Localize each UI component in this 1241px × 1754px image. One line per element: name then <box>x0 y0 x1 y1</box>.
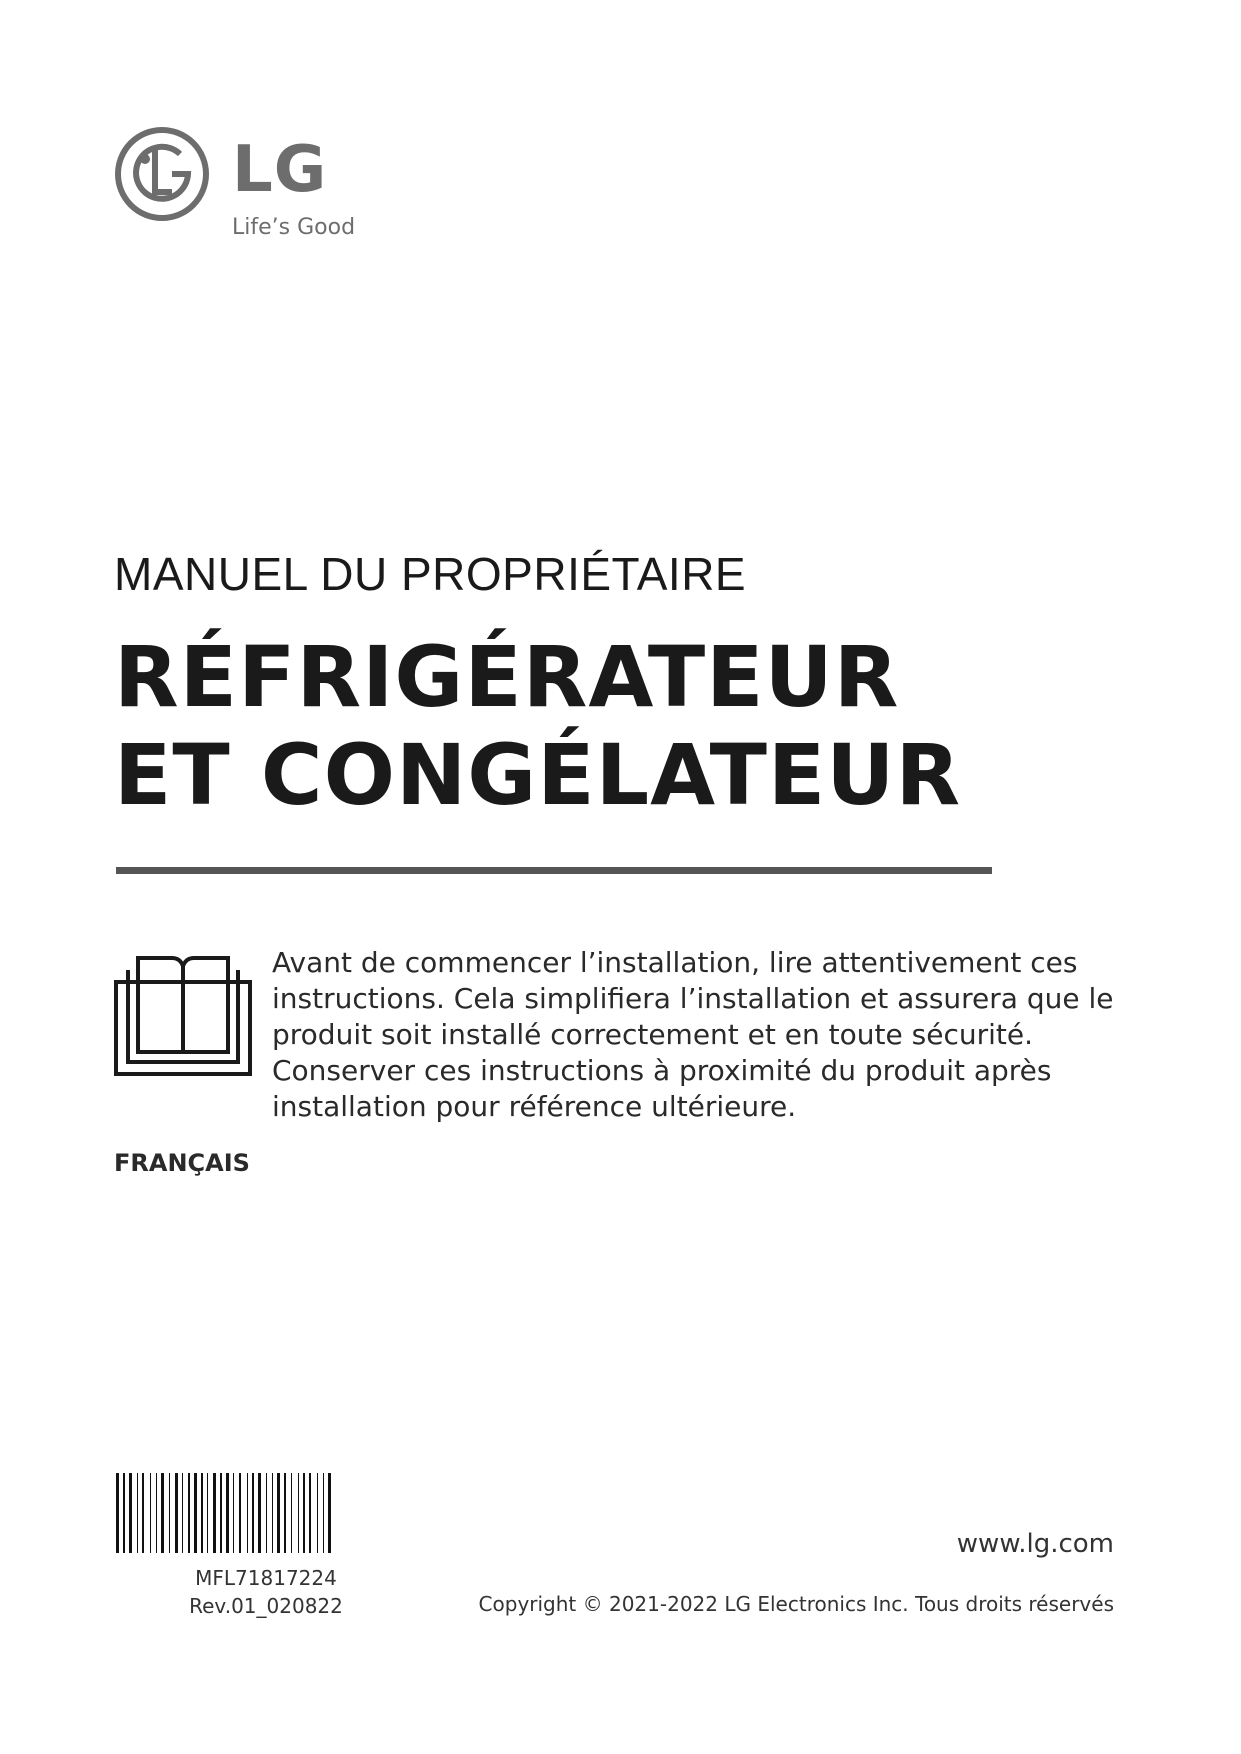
barcode-bar <box>252 1473 254 1553</box>
lg-logo-icon <box>114 126 210 222</box>
barcode-bar <box>182 1473 183 1553</box>
barcode-bar <box>328 1473 331 1553</box>
document-type: MANUEL DU PROPRIÉTAIRE <box>114 548 747 600</box>
barcode-bar <box>137 1473 138 1553</box>
copyright-notice: Copyright © 2021-2022 LG Electronics Inc. Tous droits réservés <box>478 1592 1114 1616</box>
barcode-bar <box>239 1473 241 1553</box>
barcode-bar <box>150 1473 151 1553</box>
barcode-bar <box>201 1473 203 1553</box>
title-divider <box>116 867 992 874</box>
brand-name: LG <box>232 133 328 207</box>
revision-code: Rev.01_020822 <box>189 1594 343 1618</box>
barcode-bar <box>213 1473 216 1553</box>
barcode-bar <box>207 1473 208 1553</box>
barcode-bar <box>161 1473 164 1553</box>
barcode-bar <box>291 1473 292 1553</box>
website-link[interactable]: www.lg.com <box>956 1529 1114 1559</box>
barcode-bar <box>233 1473 234 1553</box>
barcode-bar <box>258 1473 261 1553</box>
barcode-bar <box>247 1473 248 1553</box>
barcode-icon <box>116 1473 414 1553</box>
installation-notice <box>272 945 1172 1125</box>
barcode-bar <box>298 1473 299 1553</box>
brand-tagline: Life’s Good <box>232 215 356 240</box>
barcode-bar <box>188 1473 190 1553</box>
barcode-bar <box>194 1473 197 1553</box>
barcode-bar <box>142 1473 144 1553</box>
open-book-icon <box>114 952 252 1076</box>
notice-line: installation pour référence ultérieure. <box>272 1090 797 1123</box>
notice-line: Avant de commencer l’installation, lire attentivement ces <box>272 946 1078 979</box>
barcode-bar <box>175 1473 178 1553</box>
barcode-bar <box>156 1473 157 1553</box>
barcode-bar <box>309 1473 311 1553</box>
barcode-bar <box>272 1473 273 1553</box>
language-label: FRANÇAIS <box>114 1149 250 1177</box>
product-title <box>114 628 961 824</box>
barcode-bar <box>116 1473 119 1553</box>
product-title-line: ET CONGÉLATEUR <box>114 726 962 824</box>
barcode-bar <box>123 1473 125 1553</box>
barcode-bar <box>266 1473 267 1553</box>
barcode-bar <box>284 1473 286 1553</box>
barcode-bar <box>323 1473 324 1553</box>
barcode-bar <box>303 1473 305 1553</box>
notice-line: instructions. Cela simplifiera l’installation et assurera que le <box>272 982 1114 1015</box>
product-title-line: RÉFRIGÉRATEUR <box>114 628 900 726</box>
barcode-bar <box>277 1473 280 1553</box>
barcode-bar <box>317 1473 318 1553</box>
part-number: MFL71817224 <box>195 1566 337 1590</box>
barcode-bar <box>220 1473 222 1553</box>
barcode-bar <box>226 1473 229 1553</box>
barcode-bar <box>169 1473 170 1553</box>
notice-line: produit soit installé correctement et en toute sécurité. <box>272 1018 1033 1051</box>
notice-line: Conserver ces instructions à proximité du produit après <box>272 1054 1052 1087</box>
barcode-bar <box>129 1473 132 1553</box>
